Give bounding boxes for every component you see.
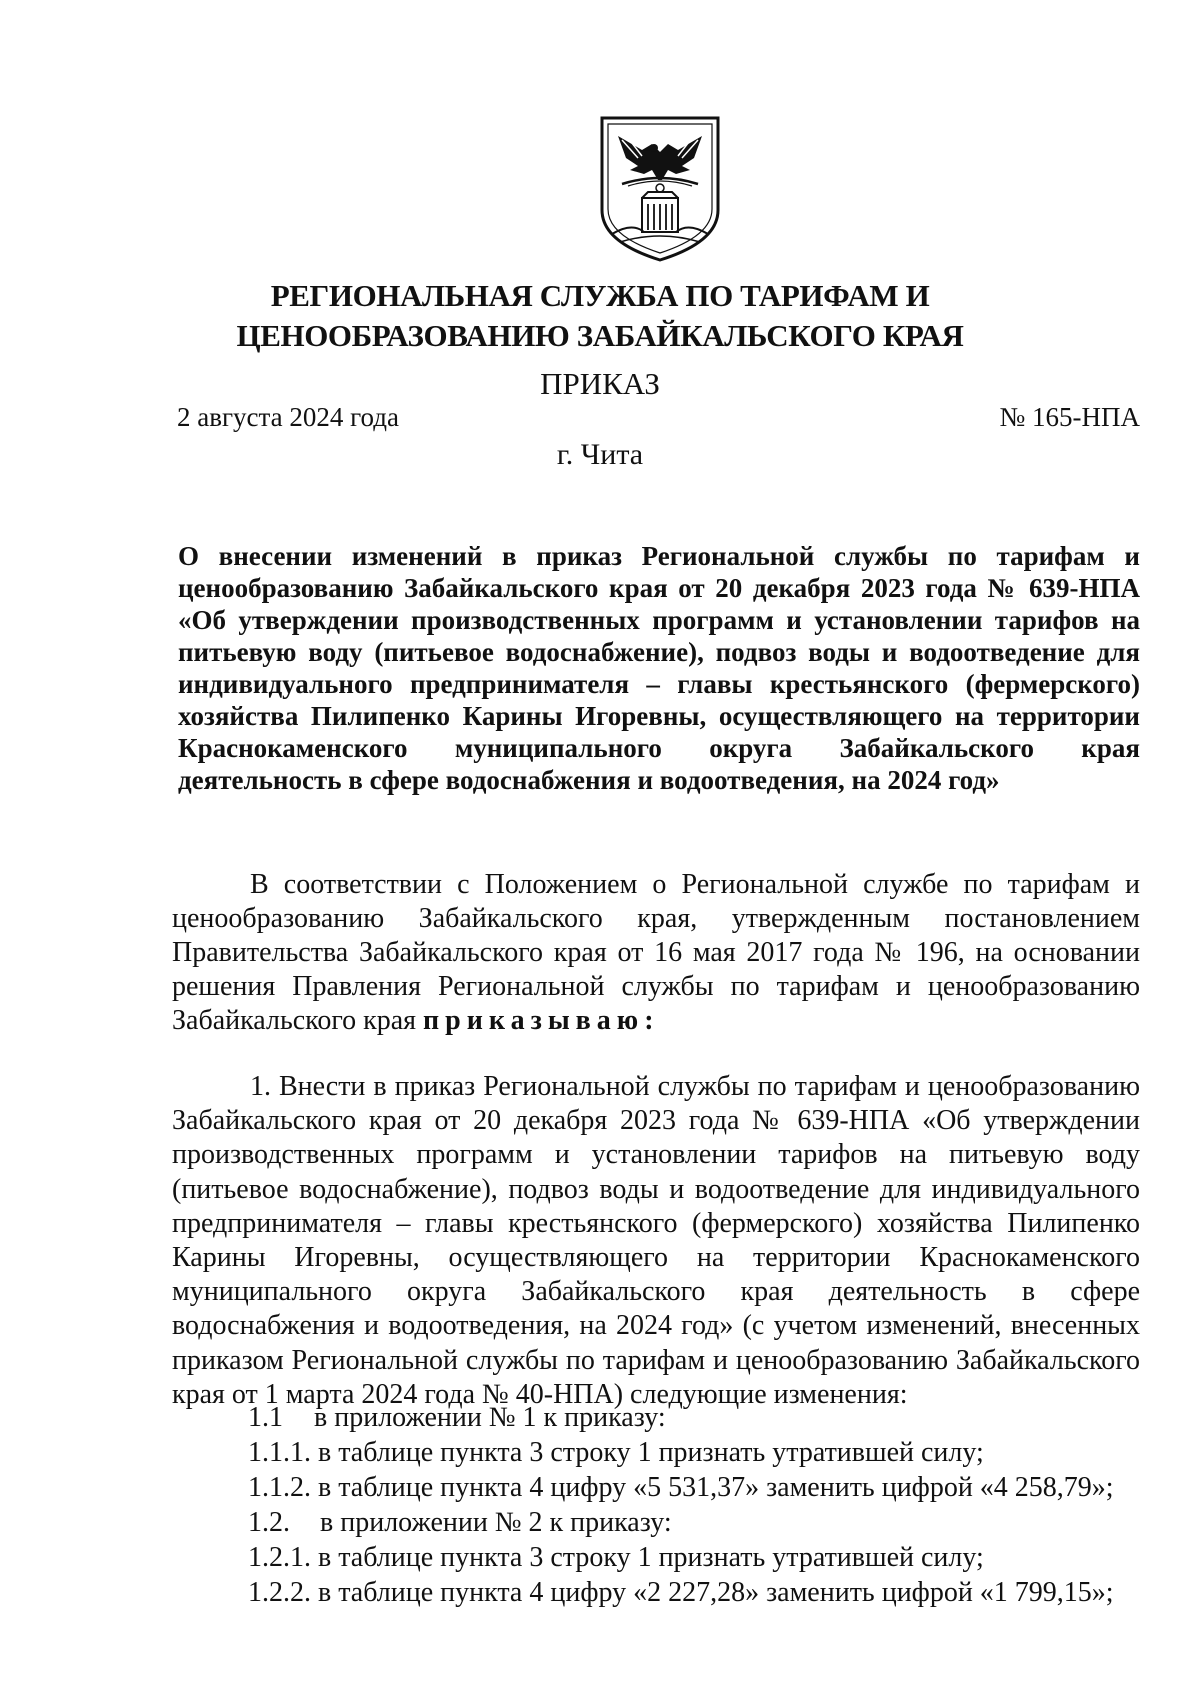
subitem-text: в таблице пункта 3 строку 1 признать утратившей силу; — [318, 1437, 984, 1468]
list-item — [248, 1505, 1148, 1540]
document-subject: О внесении изменений в приказ Региональной службы по тарифам и ценообразованию Забайкальского края от 20 декабря 2023 года № 639-НПА «Об утверждении производственных программ и установлении тарифов на питьевую воду (питьевое водоснабжение), подвоз воды и водоотведение для индивидуального предпринимателя – главы крестьянского (фермерского) хозяйства Пилипенко Карины Игоревны, осуществляющего на территории Краснокаменского муниципального округа Забайкальского края деятельность в сфере водоснабжения и водоотведения, на 2024 год» — [178, 541, 1140, 795]
subitem-number: 1.1 — [248, 1402, 283, 1433]
item-1-paragraph: 1. Внести в приказ Региональной службы по тарифам и ценообразованию Забайкальского края от 20 декабря 2023 года № 639-НПА «Об утверждении производственных программ и установлении тарифов на питьевую воду (питьевое водоснабжение), подвоз воды и водоотведение для индивидуального предпринимателя – главы крестьянского (фермерского) хозяйства Пилипенко Карины Игоревны, осуществляющего на территории Краснокаменского муниципального округа Забайкальского края деятельность в сфере водоснабжения и водоотведения, на 2024 год» (с учетом изменений, внесенных приказом Региональной службы по тарифам и ценообразованию Забайкальского края от 1 марта 2024 года № 40-НПА) следующие изменения: — [172, 1071, 1140, 1410]
subitem-text: в приложении № 2 к приказу: — [320, 1507, 672, 1538]
subitem-number: 1.2.1. — [248, 1542, 311, 1573]
organization-name-line1: РЕГИОНАЛЬНАЯ СЛУЖБА ПО ТАРИФАМ И — [270, 278, 930, 313]
organization-name — [180, 276, 1020, 356]
list-item — [248, 1470, 1148, 1505]
subitem-number: 1.2.2. — [248, 1577, 311, 1608]
subitem-text: в таблице пункта 4 цифру «5 531,37» заменить цифрой «4 258,79»; — [318, 1472, 1114, 1503]
subitem-number: 1.1.1. — [248, 1437, 311, 1468]
list-item — [248, 1540, 1148, 1575]
preamble-paragraph — [172, 868, 1140, 1038]
list-item — [248, 1575, 1148, 1610]
preamble-text: В соответствии с Положением о Региональной службе по тарифам и ценообразованию Забайкальского края, утвержденным постановлением Правительства Забайкальского края от 16 мая 2017 года № 196, на основании решения Правления Региональной службы по тарифам и ценообразованию Забайкальского края — [172, 869, 1140, 1036]
document-type: ПРИКАЗ — [540, 366, 660, 401]
document-city: г. Чита — [556, 438, 644, 471]
list-item — [248, 1400, 1148, 1435]
list-item — [248, 1435, 1148, 1470]
subitem-text: в таблице пункта 3 строку 1 признать утратившей силу; — [318, 1542, 984, 1573]
order-word: приказываю: — [423, 1005, 660, 1036]
subitem-number: 1.1.2. — [248, 1472, 311, 1503]
document-date: 2 августа 2024 года — [177, 402, 399, 432]
organization-name-line2: ЦЕНООБРАЗОВАНИЮ ЗАБАЙКАЛЬСКОГО КРАЯ — [236, 318, 964, 353]
subitem-text: в таблице пункта 4 цифру «2 227,28» заменить цифрой «1 799,15»; — [318, 1577, 1114, 1608]
subitem-text: в приложении № 1 к приказу: — [314, 1402, 666, 1433]
subitem-number: 1.2. — [248, 1507, 290, 1538]
subitems-list — [248, 1400, 1148, 1610]
document-number: № 165-НПА — [999, 402, 1140, 432]
coat-of-arms-icon — [598, 114, 722, 264]
